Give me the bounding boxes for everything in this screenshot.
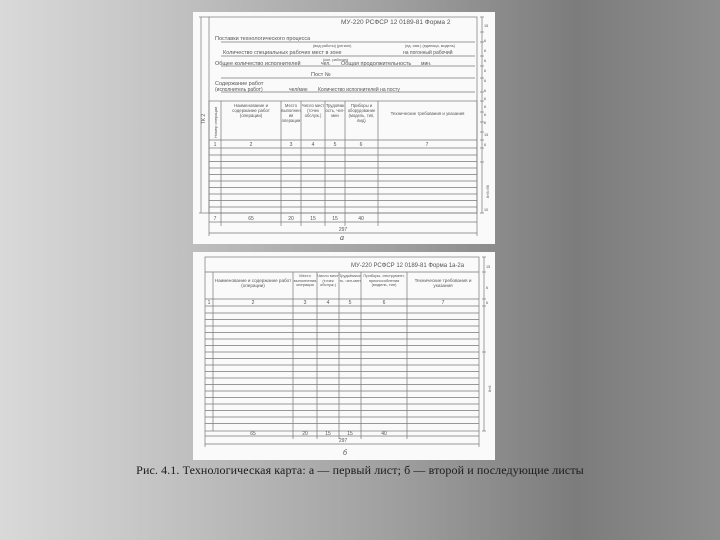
right-dim: 6	[484, 89, 487, 93]
sheet-a-col-numbers	[214, 142, 429, 148]
sheet-a-col-header-1: Наименование и содержание работ (операции)	[232, 103, 270, 119]
line-post-performers: Количество исполнителей на посту	[318, 87, 400, 93]
right-dim: 15	[486, 265, 491, 269]
line-total-labor-unit: мин.	[421, 61, 432, 67]
line-category-unit: чел/мин	[289, 87, 308, 93]
dim-value: 20	[288, 216, 294, 222]
right-dim: 6	[484, 49, 487, 53]
dim-value: 65	[248, 216, 254, 222]
sheet-a-col-header-6: Технические требования и указания	[390, 111, 465, 116]
dim-value: 15	[325, 431, 331, 437]
right-dim: 6	[484, 69, 487, 73]
col-number: 1	[213, 142, 217, 148]
col-number: 3	[303, 300, 307, 306]
line-post: Пост №	[311, 72, 331, 78]
sheet-a-bottom-dims	[214, 216, 364, 233]
right-dim: 8×6	[488, 385, 492, 392]
col-number: 7	[425, 142, 429, 148]
sheet-b-col-header-6: Технические требования и указания	[414, 278, 472, 289]
sheet-b-drawing	[193, 252, 495, 460]
sheet-a-vertical-label: Номер операции	[213, 106, 218, 138]
sheet-b-right-dims	[486, 265, 492, 392]
dim-value: 40	[358, 216, 364, 222]
line-workplaces: Количество специальных рабочих мест в зоне	[223, 50, 342, 56]
right-dim: 10	[484, 208, 489, 212]
dim-value: 15	[332, 216, 338, 222]
sheet-a-side-label: ТК 2	[201, 113, 207, 124]
right-dim: 6	[486, 286, 489, 290]
right-dim: 6	[484, 97, 487, 101]
line-profession: Содержание работ	[215, 81, 264, 87]
dim-value: 20	[302, 431, 308, 437]
right-dim: 6	[484, 39, 487, 43]
sheet-b-bottom-dims	[250, 431, 387, 444]
col-number: 7	[441, 300, 445, 306]
sheet-a-col-header-2: Место выполнения операции	[281, 103, 301, 123]
col-number: 4	[311, 142, 315, 148]
sheet-b-col-header-5: Приборы, инструмент, приспособления (модель, тип)	[363, 274, 405, 288]
right-dim: 6	[486, 301, 489, 305]
right-dim: 6	[484, 105, 487, 109]
line-total-workers-unit: чел.	[321, 61, 331, 67]
sheet-b-col-header-2: Место выполнения операции	[293, 274, 317, 288]
line-workplaces-hint2: (кол. рабочих)	[323, 58, 349, 62]
dim-total: 297	[338, 227, 348, 233]
sheet-a-form-code: МУ-220 РСФСР 12 0189-81 Форма 2	[341, 19, 451, 26]
right-dim: 6	[484, 121, 487, 125]
line-process-name: Поставки технологического процесса	[215, 36, 311, 42]
right-dim: 6	[484, 79, 487, 83]
dim-value: 40	[381, 431, 387, 437]
dim-value: 65	[250, 431, 256, 437]
col-number: 1	[207, 300, 211, 306]
line-total-workers: Общее количество исполнителей	[215, 61, 301, 67]
sheet-b-label: б	[343, 450, 347, 457]
dim-value: 15	[310, 216, 316, 222]
line-workplaces-hint: на погонный рабочий	[403, 50, 453, 56]
right-dim: 15	[484, 24, 489, 28]
right-dim: 6	[484, 143, 487, 147]
col-number: 6	[359, 142, 363, 148]
col-number: 6	[382, 300, 386, 306]
sheet-a-right-dims	[484, 24, 490, 212]
sheet-a-col-header-4: Трудоёмкость, чел-мин	[325, 103, 345, 118]
dim-value: 7	[213, 216, 217, 222]
figure-caption: Рис. 4.1. Технологическая карта: а — первый лист; б — второй и последующие листы	[136, 463, 584, 477]
sheet-a-col-header-3: Число мест (точек обслуж.)	[301, 103, 325, 118]
line-total-labor: Общая продолжительность	[341, 61, 412, 67]
tech-card-sheet-b	[193, 252, 495, 460]
col-number: 2	[251, 300, 255, 306]
line-ipu-hint: (ед. изм.) (единица, модель)	[405, 44, 456, 48]
right-dim: 6	[484, 59, 487, 63]
sheet-b-col-header-1: Наименование и содержание работ (операции)	[214, 278, 292, 289]
sheet-b-col-numbers	[208, 300, 445, 306]
line-profession-hint: (исполнитель работ)	[215, 87, 263, 93]
sheet-b-form-code: МУ-220 РСФСР 12 0189-81 Форма 1а-2а	[351, 263, 465, 269]
sheet-b-col-header-3: Число мест (точек обслуж.)	[317, 274, 339, 288]
col-number: 5	[333, 142, 337, 148]
col-number: 5	[348, 300, 352, 306]
col-number: 3	[289, 142, 293, 148]
tech-card-sheet-a	[193, 12, 495, 244]
right-dim: 6	[484, 113, 487, 117]
col-number: 4	[326, 300, 330, 306]
right-dim: 15	[484, 133, 489, 137]
sheet-a-label: а	[340, 233, 344, 242]
line-process-hint: (вид работы) (регион)	[313, 44, 352, 48]
sheet-b-col-header-4: Трудоёмкость, чел-мин	[339, 274, 361, 283]
col-number: 2	[249, 142, 253, 148]
sheet-a-drawing	[193, 12, 495, 244]
sheet-a-col-header-5: Приборы и оборудование (модель, тип, вид)	[347, 103, 376, 123]
dim-total: 297	[338, 438, 348, 444]
dim-value: 15	[347, 431, 353, 437]
right-dim: 8×6=96	[486, 185, 490, 198]
